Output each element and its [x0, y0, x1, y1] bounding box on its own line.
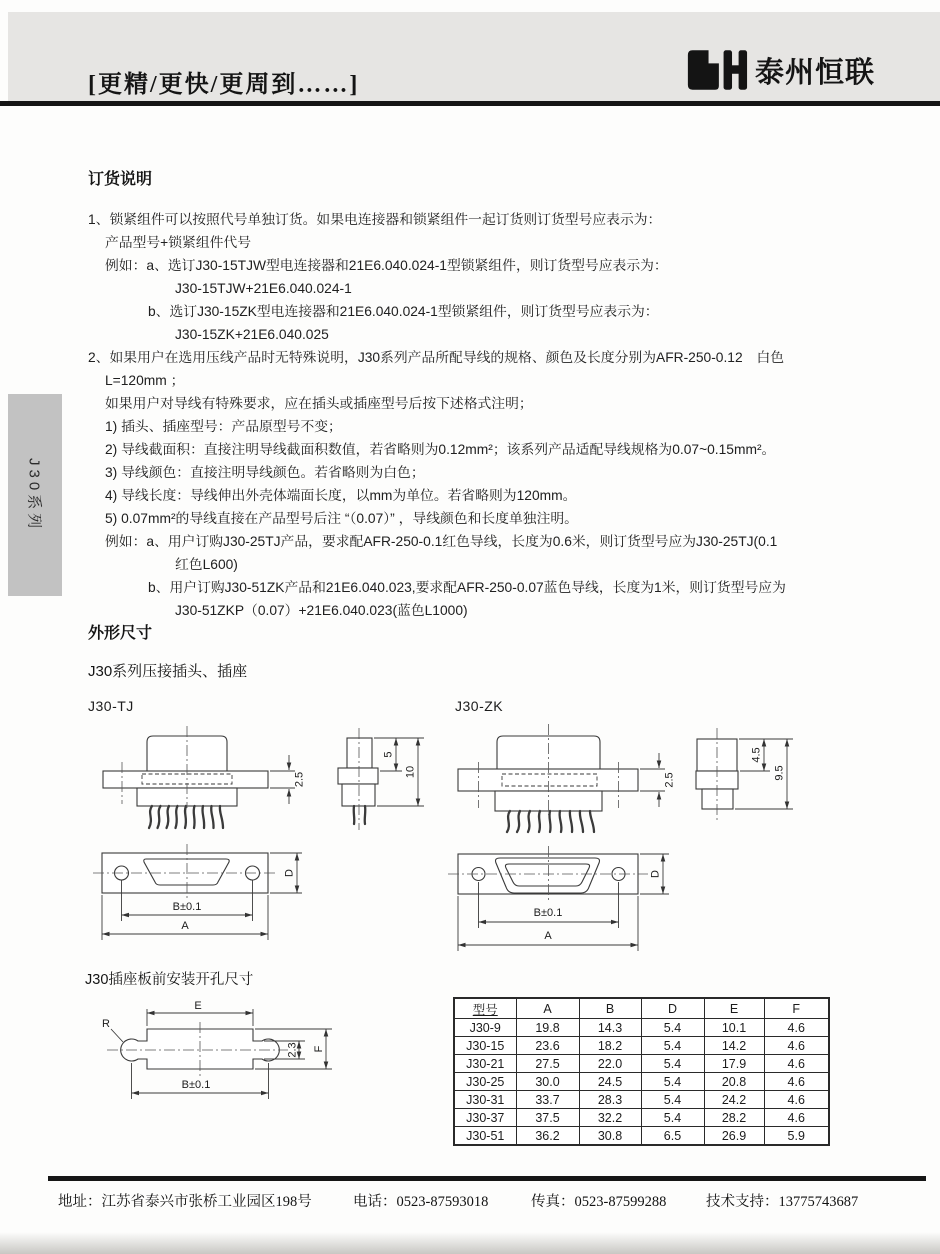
ordering-line: J30-15ZK+21E6.040.025: [175, 327, 329, 342]
ordering-line: L=120mm ；: [105, 373, 185, 388]
ordering-line: 1、锁紧组件可以按照代号单独订货。如果电连接器和锁紧组件一起订货则订货型号应表示为：: [88, 212, 662, 227]
table-cell: 5.4: [641, 1109, 704, 1127]
dim-label: A: [181, 920, 189, 932]
dim-label: A: [544, 930, 552, 942]
dim-table-header: B: [579, 998, 641, 1019]
table-cell: 17.9: [704, 1055, 764, 1073]
ordering-line: 1) 插头、插座型号：产品原型号不变；: [105, 419, 342, 434]
header-slogan: [更精/更快/更周到……]: [88, 72, 360, 98]
table-cell: J30-25: [454, 1073, 516, 1091]
dim-label: 10: [404, 765, 417, 779]
series-tab-label: J30系列: [25, 457, 43, 533]
ordering-line: 4) 导线长度：导线伸出外壳体端面长度，以mm为单位。若省略则为120mm。: [105, 488, 577, 503]
tj-technical-drawing: [90, 716, 440, 966]
ordering-line: b、用户订购J30-51ZK产品和21E6.040.023,要求配AFR-250-0.07蓝色导线，长度为1米，则订货型号应为: [148, 580, 786, 595]
table-cell: 24.2: [704, 1091, 764, 1109]
table-cell: 28.2: [704, 1109, 764, 1127]
ordering-line: 如果用户对导线有特殊要求，应在插头或插座型号后按下述格式注明；: [105, 396, 533, 411]
ordering-line: 2、如果用户在选用压线产品时无特殊说明，J30系列产品所配导线的规格、颜色及长度分别为AFR-250-0.12 白色: [88, 350, 785, 365]
table-cell: 6.5: [641, 1127, 704, 1146]
ordering-line: 例如：a、选订J30-15TJW型电连接器和21E6.040.024-1型锁紧组件，则订货型号应表示为：: [105, 258, 668, 273]
table-cell: 4.6: [764, 1091, 829, 1109]
ordering-line: J30-15TJW+21E6.040.024-1: [175, 281, 352, 296]
dim-label: 2.3: [286, 1042, 299, 1058]
dim-label: R: [102, 1018, 110, 1030]
dim-table-header: 型号: [454, 998, 516, 1019]
dimensions-table: [453, 997, 830, 1146]
table-row: [454, 1019, 829, 1037]
dim-label: F: [313, 1045, 325, 1053]
table-row: [454, 1109, 829, 1127]
dim-table-header: A: [516, 998, 579, 1019]
table-row: [454, 1055, 829, 1073]
table-cell: 26.9: [704, 1127, 764, 1146]
zk-wires: [507, 811, 594, 832]
ordering-line: 3) 导线颜色：直接注明导线颜色。若省略则为白色；: [105, 465, 425, 480]
ordering-line: 红色L600): [175, 557, 238, 572]
company-name: 泰州恒联: [755, 56, 876, 89]
table-cell: J30-51: [454, 1127, 516, 1146]
dim-label: B±0.1: [172, 901, 202, 913]
dim-table-head-row: [454, 998, 829, 1019]
table-cell: 36.2: [516, 1127, 579, 1146]
tj-drawing-label: J30-TJ: [88, 698, 134, 714]
table-cell: 5.9: [764, 1127, 829, 1146]
table-cell: 37.5: [516, 1109, 579, 1127]
table-cell: 5.4: [641, 1091, 704, 1109]
table-cell: 14.2: [704, 1037, 764, 1055]
ordering-line: 2) 导线截面积：直接注明导线截面积数值，若省略则为0.12mm²；该系列产品适配导线规格为0.07~0.15mm²。: [105, 442, 776, 457]
table-cell: 30.0: [516, 1073, 579, 1091]
table-cell: 23.6: [516, 1037, 579, 1055]
dim-label: D: [649, 870, 662, 878]
dim-table-header: E: [704, 998, 764, 1019]
table-cell: 33.7: [516, 1091, 579, 1109]
ordering-section: [88, 166, 933, 622]
table-cell: 5.4: [641, 1055, 704, 1073]
ordering-line: 产品型号+锁紧组件代号: [105, 235, 252, 250]
table-cell: J30-9: [454, 1019, 516, 1037]
table-cell: 5.4: [641, 1037, 704, 1055]
dim-table-body: [454, 1019, 829, 1146]
table-row: [454, 1127, 829, 1146]
dim-label: 2.5: [293, 771, 306, 788]
table-cell: 30.8: [579, 1127, 641, 1146]
table-row: [454, 1073, 829, 1091]
table-cell: J30-31: [454, 1091, 516, 1109]
table-cell: J30-21: [454, 1055, 516, 1073]
zk-drawing-label: J30-ZK: [455, 698, 504, 714]
table-cell: 27.5: [516, 1055, 579, 1073]
ordering-lines: [88, 208, 933, 622]
ordering-title: 订货说明: [88, 171, 153, 188]
dim-label: 9.5: [773, 765, 786, 781]
footer-divider: [48, 1176, 926, 1181]
dim-label: 2.5: [663, 772, 676, 788]
table-cell: 14.3: [579, 1019, 641, 1037]
cutout-technical-drawing: [92, 996, 342, 1111]
table-cell: 4.6: [764, 1055, 829, 1073]
dim-label: 4.5: [750, 747, 763, 763]
ordering-line: J30-51ZKP（0.07）+21E6.040.023(蓝色L1000): [175, 603, 468, 618]
outline-subtitle: J30系列压接插头、插座: [88, 663, 248, 680]
ordering-line: b、选订J30-15ZK型电连接器和21E6.040.024-1型锁紧组件，则订货型号应表示为：: [148, 304, 659, 319]
table-cell: 32.2: [579, 1109, 641, 1127]
table-cell: 20.8: [704, 1073, 764, 1091]
company-logo: [686, 48, 875, 92]
table-cell: 28.3: [579, 1091, 641, 1109]
footer-fax: 传真：0523-87599288: [531, 1194, 667, 1210]
dim-table-header: D: [641, 998, 704, 1019]
table-row: [454, 1037, 829, 1055]
table-cell: 4.6: [764, 1019, 829, 1037]
footer: [58, 1190, 930, 1212]
table-cell: 4.6: [764, 1073, 829, 1091]
zk-technical-drawing: [445, 716, 845, 966]
dim-label: D: [283, 869, 296, 877]
dim-table-header: F: [764, 998, 829, 1019]
table-cell: 5.4: [641, 1073, 704, 1091]
dim-label: 5: [382, 751, 395, 758]
table-cell: 22.0: [579, 1055, 641, 1073]
sidebar-series-tab: [8, 394, 62, 596]
footer-phone: 电话：0523-87593018: [353, 1194, 489, 1210]
table-cell: J30-15: [454, 1037, 516, 1055]
table-cell: 4.6: [764, 1037, 829, 1055]
dim-label: E: [194, 1000, 202, 1012]
dim-label: B±0.1: [181, 1079, 211, 1091]
tj-wires: [149, 806, 223, 828]
footer-address: 地址：江苏省泰兴市张桥工业园区198号: [58, 1194, 312, 1210]
table-cell: 19.8: [516, 1019, 579, 1037]
ordering-line: 5) 0.07mm²的导线直接在产品型号后注 “（0.07）” ，导线颜色和长度单独注明。: [105, 511, 578, 526]
footer-support: 技术支持：13775743687: [706, 1194, 859, 1210]
dim-label: B±0.1: [533, 907, 563, 919]
logo-lh-icon: [686, 48, 748, 92]
table-row: [454, 1091, 829, 1109]
table-cell: 18.2: [579, 1037, 641, 1055]
table-cell: 4.6: [764, 1109, 829, 1127]
table-cell: 10.1: [704, 1019, 764, 1037]
header-divider: [0, 101, 940, 106]
table-cell: 5.4: [641, 1019, 704, 1037]
table-cell: J30-37: [454, 1109, 516, 1127]
cutout-title: J30插座板前安装开孔尺寸: [85, 972, 254, 988]
outline-title: 外形尺寸: [88, 625, 153, 642]
table-cell: 24.5: [579, 1073, 641, 1091]
page-bottom-shade: [0, 1232, 940, 1254]
ordering-line: 例如：a、用户订购J30-25TJ产品，要求配AFR-250-0.1红色导线，长度为0.6米，则订货型号应为J30-25TJ(0.1: [105, 534, 778, 549]
